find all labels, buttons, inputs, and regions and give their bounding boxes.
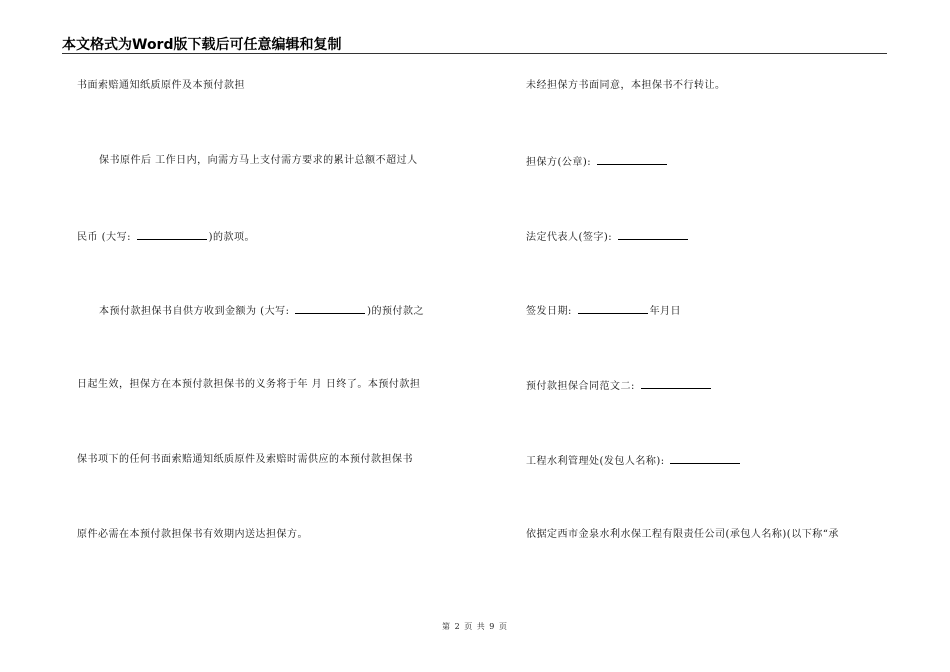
left-line-3-text-b: )的款项。: [208, 232, 256, 243]
left-line-4: [99, 304, 424, 318]
employer-name-label: 工程水利管理处(发包人名称):: [526, 456, 669, 467]
left-line-7: 原件必需在本预付款担保书有效期内送达担保方。: [77, 529, 308, 540]
right-line-7: 依据定西市金泉水利水保工程有限责任公司(承包人名称)(以下称“承: [526, 529, 839, 540]
guarantor-label: 担保方(公章):: [526, 157, 595, 168]
left-line-4-text-a: 本预付款担保书自供方收到金额为 (大写:: [99, 306, 294, 317]
right-line-1: 未经担保方书面同意，本担保书不行转让。: [526, 80, 726, 91]
left-line-3: [77, 230, 255, 244]
page-number: 第 2 页 共 9 页: [442, 622, 508, 631]
guarantor-seal-blank: [597, 155, 667, 165]
right-line-6: [526, 454, 742, 468]
legal-rep-signature-blank: [618, 230, 688, 240]
right-line-3: [526, 230, 690, 244]
legal-rep-label: 法定代表人(签字):: [526, 232, 616, 243]
left-line-5: 日起生效，担保方在本预付款担保书的义务将于年 月 日终了。本预付款担: [77, 379, 421, 390]
left-line-4-text-b: )的预付款之: [367, 306, 425, 317]
left-line-3-text-a: 民币 (大写:: [77, 232, 135, 243]
right-line-2: [526, 155, 669, 169]
left-line-2: 保书原件后 工作日内，向需方马上支付需方要求的累计总额不超过人: [99, 155, 418, 166]
issue-date-label: 签发日期:: [526, 306, 576, 317]
amount-blank-field: [137, 230, 207, 240]
advance-amount-blank-field: [295, 304, 365, 314]
left-line-6: 保书项下的任何书面索赔通知纸质原件及索赔时需供应的本预付款担保书: [77, 454, 413, 465]
header-divider: [62, 53, 887, 54]
issue-date-blank: [578, 304, 648, 314]
right-line-4: [526, 304, 681, 318]
left-line-1: 书面索赔通知纸质原件及本预付款担: [77, 80, 245, 91]
right-line-5: [526, 379, 713, 393]
employer-name-blank: [670, 454, 740, 464]
sample-two-blank: [641, 379, 711, 389]
sample-two-heading: 预付款担保合同范文二:: [526, 381, 639, 392]
page-header-title: 本文格式为Word版下载后可任意编辑和复制: [62, 37, 342, 53]
issue-date-suffix: 年月日: [649, 306, 682, 317]
